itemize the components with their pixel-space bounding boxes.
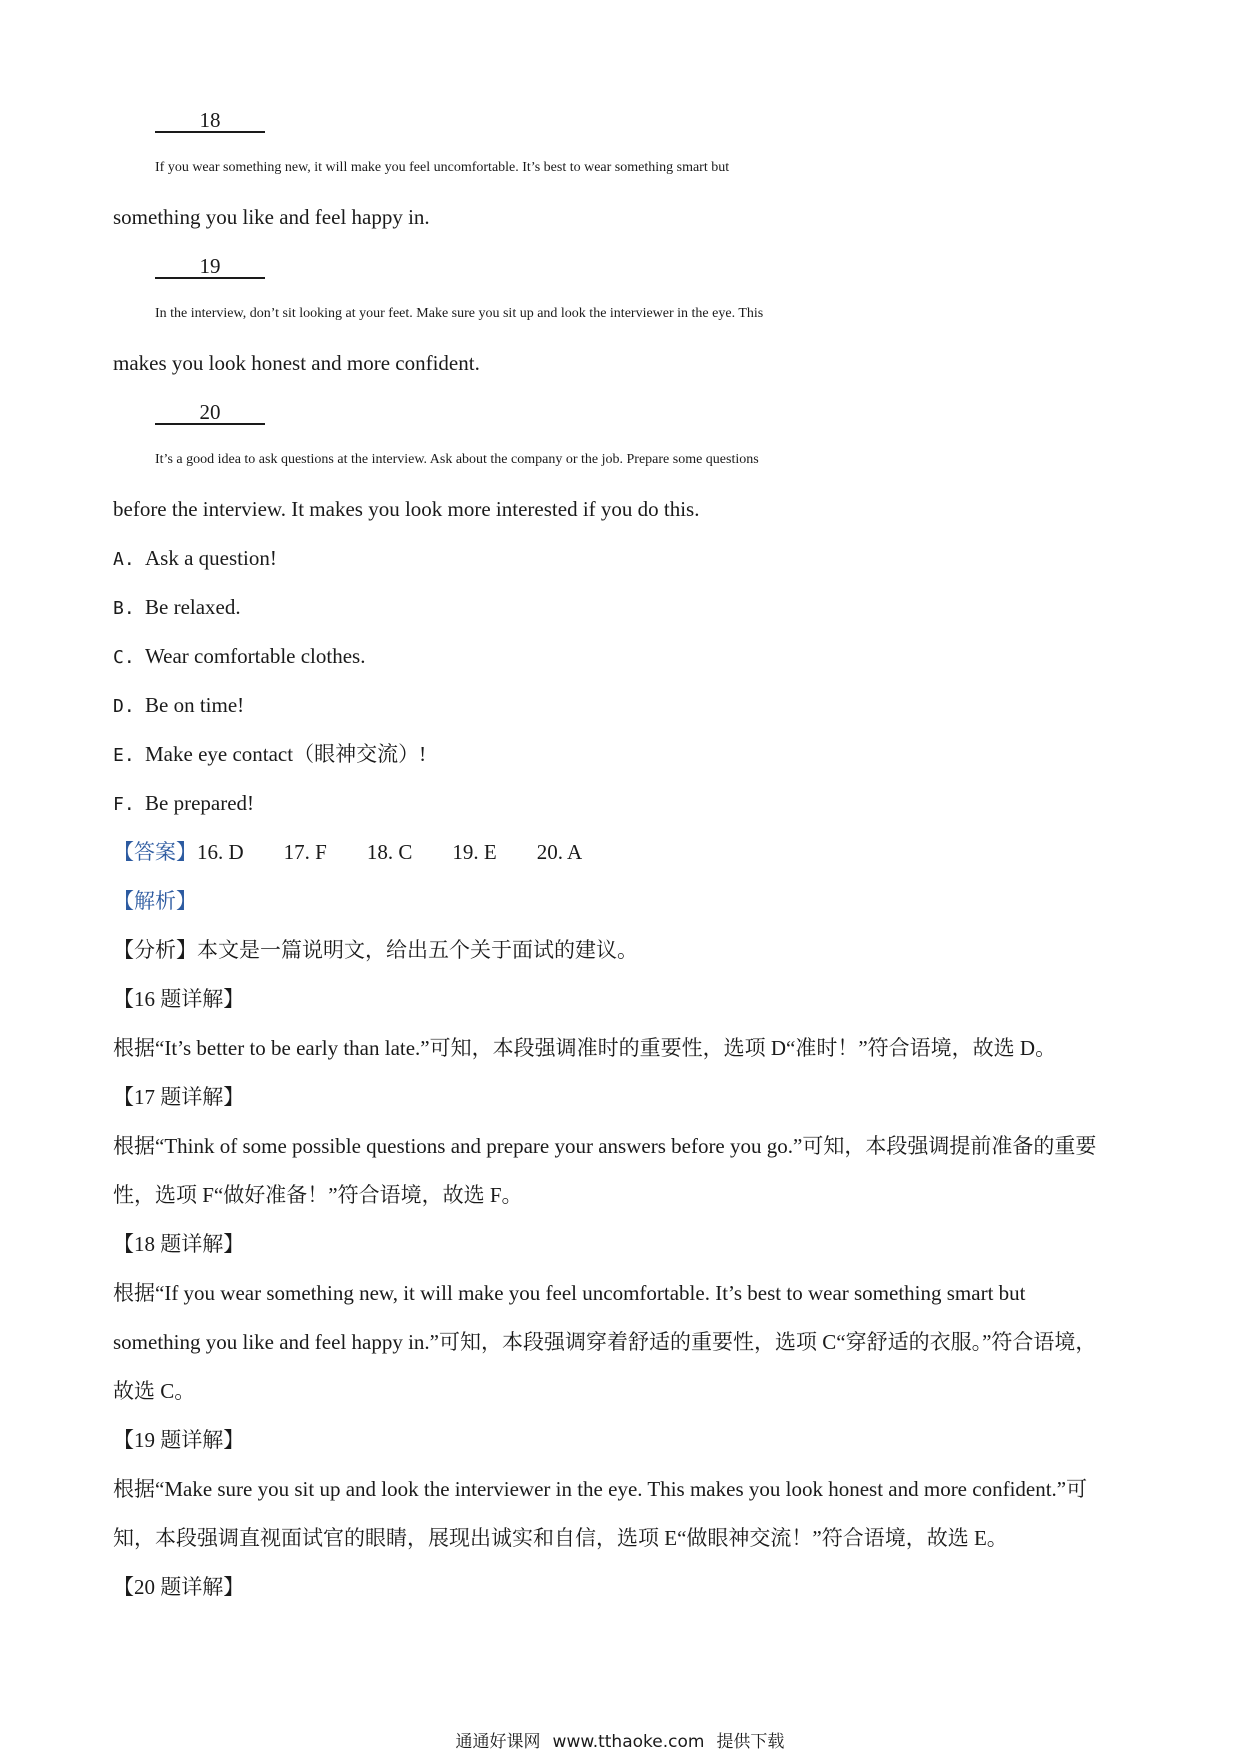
footer-url: www.tthaoke.com [552,1732,705,1752]
detail-17-line-2: 性，选项 F“做好准备！”符合语境，故选 F。 [113,1183,523,1207]
detail-20-heading: 【20 题详解】 [113,1575,245,1599]
answer-item: 20. A [536,840,583,864]
option-text: Be on time! [145,693,245,717]
option-e [113,739,1133,771]
detail-16-heading: 【16 题详解】 [113,987,245,1011]
option-text: Make eye contact（眼神交流）! [145,742,427,766]
option-a [113,543,1133,575]
option-text: Be relaxed. [145,595,241,619]
paragraph-20-line-2: before the interview. It makes you look more interested if you do this. [113,497,700,521]
analysis-tag: 【解析】 [113,889,197,913]
detail-16-line-1: 根据“It’s better to be early than late.”可知，本段强调准时的重要性，选项 D“准时！”符合语境，故选 D。 [113,1036,1057,1060]
option-letter: A. [113,549,135,570]
answer-item: 18. C [366,840,413,864]
detail-17-heading: 【17 题详解】 [113,1085,245,1109]
answer-tag: 【答案】 [113,840,197,864]
paragraph-18-line-1: If you wear something new, it will make you feel uncomfortable. It’s best to wear something smart but [155,160,730,175]
paragraph-19-line-1: In the interview, don’t sit looking at your feet. Make sure you sit up and look the interviewer in the eye. This [155,306,764,321]
detail-18-heading: 【18 题详解】 [113,1232,245,1256]
detail-18-line-1: 根据“If you wear something new, it will make you feel uncomfortable. It’s best to wear something smart but [113,1281,1026,1305]
answer-item: 19. E [452,840,497,864]
detail-19-heading: 【19 题详解】 [113,1428,245,1452]
blank-18: 18 [155,105,265,135]
detail-19-line-2: 知，本段强调直视面试官的眼睛，展现出诚实和自信，选项 E“做眼神交流！”符合语境，故选 E。 [113,1526,1008,1550]
detail-18-line-3: 故选 C。 [113,1379,196,1403]
detail-17-line-1: 根据“Think of some possible questions and prepare your answers before you go.”可知，本段强调提前准备的重要 [113,1134,1097,1158]
paragraph-19-line-2: makes you look honest and more confident. [113,351,480,375]
answer-item: 17. F [283,840,327,864]
option-c [113,641,1133,673]
option-letter: D. [113,696,135,717]
detail-18-line-2: something you like and feel happy in.”可知，本段强调穿着舒适的重要性，选项 C“穿舒适的衣服。”符合语境， [113,1330,1097,1354]
detail-19-line-1: 根据“Make sure you sit up and look the interviewer in the eye. This makes you look honest and more confident.”可 [113,1477,1088,1501]
answer-item: 16. D [197,840,244,864]
option-f [113,788,1133,820]
analysis-summary: 【分析】本文是一篇说明文，给出五个关于面试的建议。 [113,938,638,962]
option-letter: B. [113,598,135,619]
answer-line [113,837,1133,867]
blank-19: 19 [155,251,265,281]
page-footer [0,1727,1240,1752]
option-letter: E. [113,745,135,766]
option-d [113,690,1133,722]
option-text: Wear comfortable clothes. [145,644,366,668]
paragraph-20-line-1: It’s a good idea to ask questions at the interview. Ask about the company or the job. Prepare some questions [155,452,759,467]
option-b [113,592,1133,624]
footer-site-name: 通通好课网 [455,1732,541,1752]
paragraph-18-line-2: something you like and feel happy in. [113,205,430,229]
option-text: Ask a question! [145,546,277,570]
option-letter: C. [113,647,135,668]
option-text: Be prepared! [145,791,255,815]
blank-20: 20 [155,397,265,427]
footer-note: 提供下载 [716,1732,785,1752]
option-letter: F. [113,794,135,815]
